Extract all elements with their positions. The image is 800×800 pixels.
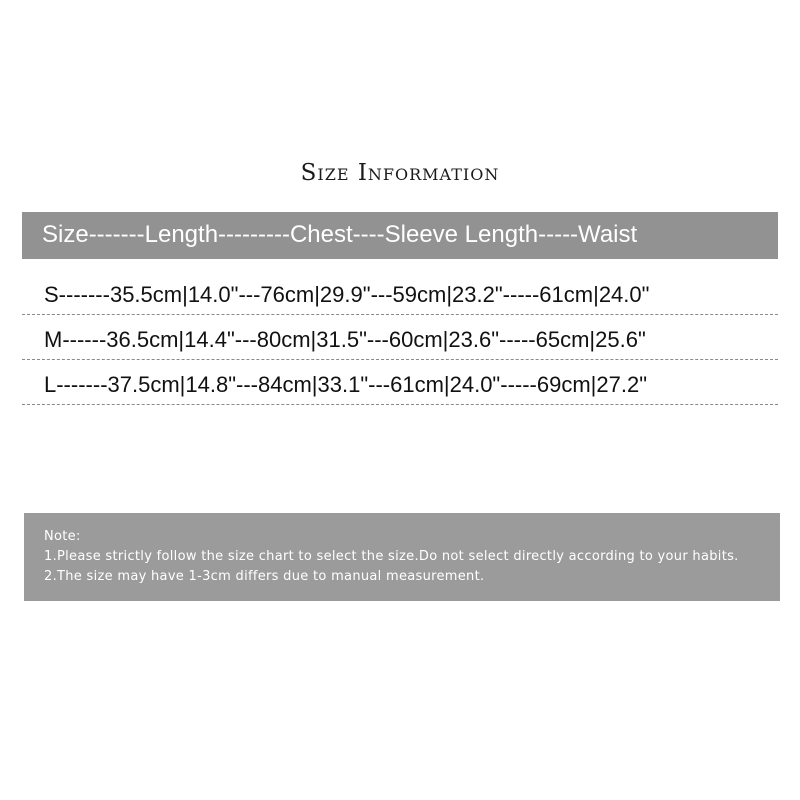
note-line-2: 2.The size may have 1-3cm differs due to manual measurement.	[44, 569, 485, 584]
row-text-s: S-------35.5cm|14.0"---76cm|29.9"---59cm|23.2"-----61cm|24.0"	[44, 282, 650, 307]
table-row	[22, 319, 778, 360]
row-text-l: L-------37.5cm|14.8"---84cm|33.1"---61cm|24.0"-----69cm|27.2"	[44, 372, 648, 397]
note-title: Note:	[44, 529, 81, 544]
note-line-1: 1.Please strictly follow the size chart to select the size.Do not select directly according to your habits.	[44, 549, 739, 564]
header-text: Size-------Length---------Chest----Sleeve Length-----Waist	[42, 221, 638, 248]
note-box	[24, 513, 780, 601]
table-row	[22, 364, 778, 405]
row-text-m: M------36.5cm|14.4"---80cm|31.5"---60cm|23.6"-----65cm|25.6"	[44, 327, 646, 352]
page-title: Size Information	[300, 160, 500, 186]
table-row	[22, 274, 778, 315]
size-table-header	[22, 212, 778, 259]
